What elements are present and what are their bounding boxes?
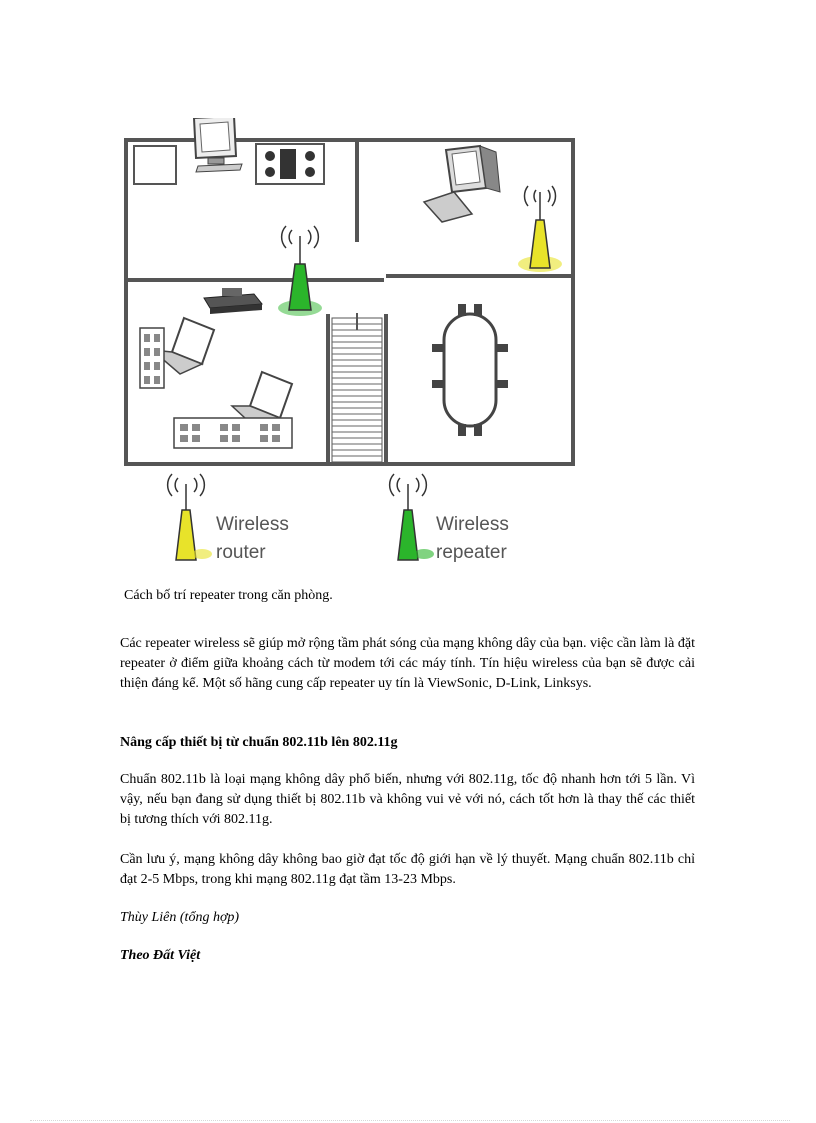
desktop-computer-icon: [424, 146, 500, 222]
legend-router-icon: [168, 474, 212, 560]
wireless-repeater-room-icon: [278, 226, 322, 316]
floor-plan-diagram: [124, 118, 576, 570]
monitor-icon: [194, 118, 242, 172]
paragraph-standard: Chuẩn 802.11b là loại mạng không dây phổ biến, nhưng với 802.11g, tốc độ nhanh hơn tới 5 lần. Vì vậy, nếu bạn đang sử dụng thiết bị 802.11b và không vui vẻ với nó, cách tốt hơn là thay thế các thiết bị tương thích với 802.11g.: [120, 772, 695, 827]
chair-icon-1: [140, 328, 164, 388]
modem-icon: [204, 288, 262, 314]
meeting-table-icon: [432, 304, 508, 436]
staircase-icon: [332, 313, 382, 462]
section-heading: Nâng cấp thiết bị từ chuẩn 802.11b lên 802.11g: [120, 735, 398, 750]
paragraph-repeater: Các repeater wireless sẽ giúp mở rộng tầm phát sóng của mạng không dây của bạn. việc cần làm là đặt repeater ở điểm giữa khoảng cách từ modem tới các máy tính. Tín hiệu wireless của bạn sẽ được cải thiện đáng kể. Một số hãng cung cấp repeater uy tín là ViewSonic, D-Link, Linksys.: [120, 636, 695, 691]
legend-router-label-2: router: [216, 542, 266, 563]
legend-repeater-icon: [390, 474, 434, 560]
legend-repeater-label-1: Wireless: [436, 514, 509, 535]
kitchen-counter-icon: [134, 146, 176, 184]
paragraph-speed-note: Cần lưu ý, mạng không dây không bao giờ đạt tốc độ giới hạn về lý thuyết. Mạng chuẩn 802.11b chỉ đạt 2-5 Mbps, trong khi mạng 802.11g đạt tầm 13-23 Mbps.: [120, 852, 695, 887]
figure-caption: Cách bố trí repeater trong căn phòng.: [124, 588, 333, 603]
page-bottom-divider: [30, 1120, 790, 1121]
source-credit: Theo Đất Việt: [120, 948, 201, 963]
stove-icon: [256, 144, 324, 184]
legend-router-label-1: Wireless: [216, 514, 289, 535]
legend-repeater-label-2: repeater: [436, 542, 507, 563]
author-credit: Thùy Liên (tổng hợp): [120, 910, 240, 925]
floor-plan-figure: [124, 118, 576, 570]
desk-icon: [174, 418, 292, 448]
wireless-router-room-icon: [518, 186, 562, 272]
